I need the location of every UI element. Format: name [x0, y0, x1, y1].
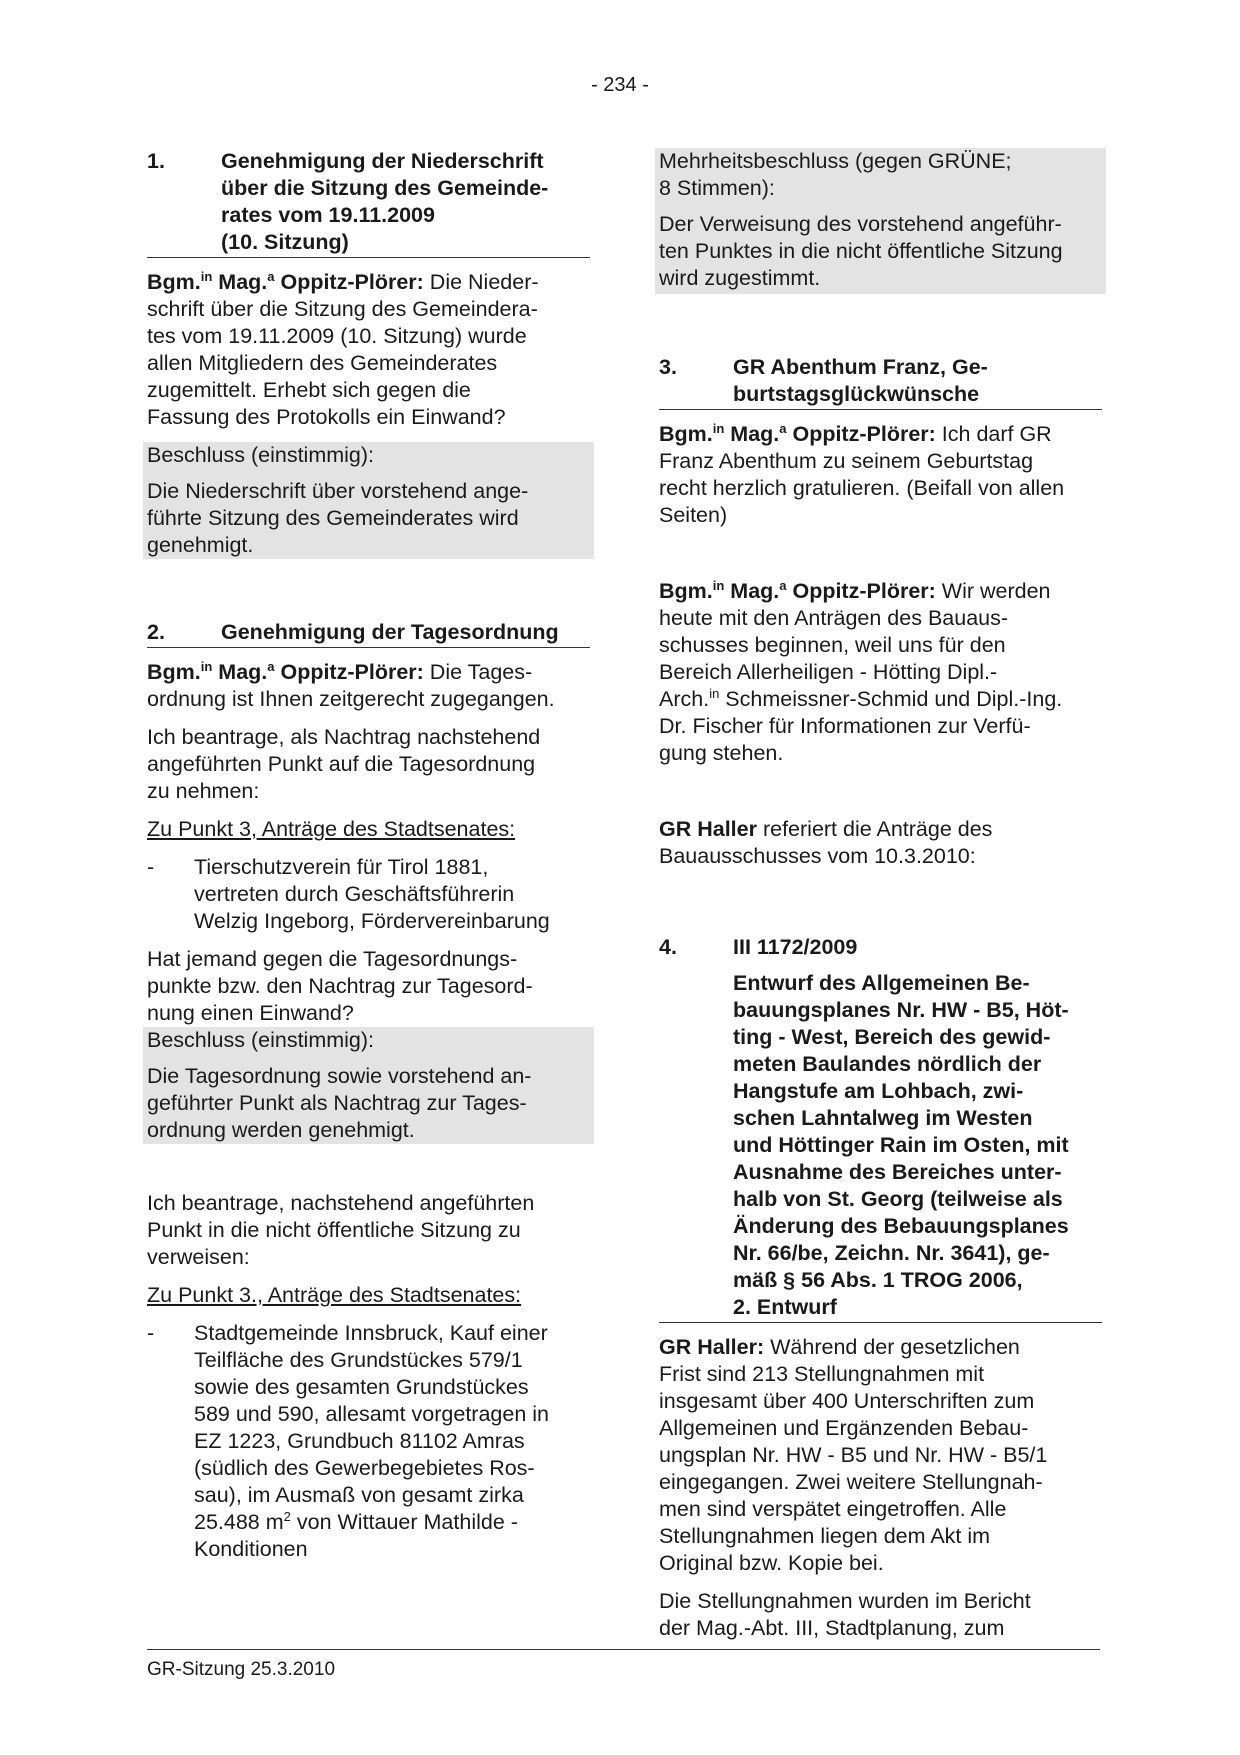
speaker-sup: a [267, 658, 275, 674]
speaker-text: Mag. [212, 270, 268, 294]
title-line: GR Abenthum Franz, Ge- [733, 355, 988, 379]
resolution-text [147, 1063, 590, 1144]
speaker-text: Mag. [724, 579, 780, 603]
section-title [659, 970, 1102, 1321]
text-line: Schmeissner-Schmid und Dipl.-Ing. [719, 687, 1063, 711]
title-line: Änderung des Bebauungsplanes [733, 1214, 1069, 1238]
text-line: Ich beantrage, als Nachtrag nachstehend [147, 725, 541, 749]
section-title [221, 148, 590, 256]
text-line: sau), im Ausmaß von gesamt zirka [194, 1483, 524, 1507]
section-ref: III 1172/2009 [733, 935, 858, 959]
text-line: Original bzw. Kopie bei. [659, 1551, 884, 1575]
title-line: burtstagsglückwünsche [733, 382, 980, 406]
text-line: Bereich Allerheiligen - Hötting Dipl.- [659, 660, 998, 684]
text-line: zu nehmen: [147, 779, 260, 803]
paragraph [147, 946, 590, 1027]
text-line: Seiten) [659, 503, 728, 527]
speaker-name [659, 422, 936, 446]
list-dash: - [147, 1321, 155, 1345]
text-line: tes vom 19.11.2009 (10. Sitzung) wurde [147, 324, 527, 348]
section-number: 4. [659, 935, 677, 959]
title-line: bauungsplanes Nr. HW - B5, Höt- [733, 998, 1069, 1022]
text-line: Stellungnahmen liegen dem Akt im [659, 1524, 991, 1548]
text-line: Mehrheitsbeschluss (gegen GRÜNE; [659, 149, 1012, 173]
speaker-text: Oppitz-Plörer: [274, 270, 424, 294]
resolution-box [143, 1027, 594, 1144]
title-line: schen Lahntalweg im Westen [733, 1106, 1033, 1130]
text-line: schusses beginnen, weil uns für den [659, 633, 1006, 657]
speaker-text: Bgm. [147, 270, 201, 294]
speaker-text: Mag. [724, 422, 780, 446]
text-line: Ich darf GR [935, 422, 1052, 446]
text-line: recht herzlich gratulieren. (Beifall von allen [659, 476, 1065, 500]
title-line: rates vom 19.11.2009 [221, 203, 435, 227]
section-number: 1. [147, 149, 165, 173]
speaker-name [147, 660, 424, 684]
resolution-label: Beschluss (einstimmig): [147, 1028, 374, 1052]
title-line: 2. Entwurf [733, 1295, 837, 1319]
speaker-sup: in [200, 658, 213, 674]
text-line: geführter Punkt als Nachtrag zur Tages- [147, 1091, 527, 1115]
section-3-heading [659, 354, 1102, 410]
text-line: Welzig Ingeborg, Fördervereinbarung [194, 909, 550, 933]
agenda-point-label: Zu Punkt 3., Anträge des Stadtsenates: [147, 1283, 522, 1307]
speaker-name [147, 270, 424, 294]
section-title [733, 354, 1102, 408]
list-item [147, 854, 590, 935]
text-line: punkte bzw. den Nachtrag zur Tagesord- [147, 974, 533, 998]
text-line: Dr. Fischer für Informationen zur Verfü- [659, 714, 1031, 738]
text-line: Ich beantrage, nachstehend angeführten [147, 1191, 535, 1215]
text-line: 8 Stimmen): [659, 176, 775, 200]
text-line: heute mit den Anträgen des Bauaus- [659, 606, 1009, 630]
superscript: in [709, 685, 720, 701]
text-line: Franz Abenthum zu seinem Geburtstag [659, 449, 1034, 473]
text-line: nung einen Einwand? [147, 1001, 354, 1025]
text-line: (südlich des Gewerbegebietes Ros- [194, 1456, 535, 1480]
speaker-paragraph [659, 578, 1102, 767]
text-line: Der Verweisung des vorstehend angeführ- [659, 212, 1062, 236]
speaker-text: Oppitz-Plörer: [786, 579, 936, 603]
text-line: insgesamt über 400 Unterschriften zum [659, 1389, 1035, 1413]
text-line: Die Tages- [423, 660, 533, 684]
paragraph [147, 724, 590, 805]
text-line: verweisen: [147, 1245, 250, 1269]
superscript: 2 [283, 1508, 291, 1524]
text-line: zugemittelt. Erhebt sich gegen die [147, 378, 471, 402]
resolution-box [143, 442, 594, 559]
section-title: Genehmigung der Tagesordnung [221, 620, 559, 644]
text-line: allen Mitgliedern des Gemeinderates [147, 351, 498, 375]
page-footer: GR-Sitzung 25.3.2010 [147, 1649, 1100, 1683]
section-number: 3. [659, 355, 677, 379]
text-line: Die Stellungnahmen wurden im Bericht [659, 1589, 1031, 1613]
text-line: genehmigt. [147, 533, 254, 557]
speaker-text: Bgm. [659, 422, 713, 446]
text-line: Wir werden [935, 579, 1051, 603]
paragraph [147, 1190, 590, 1271]
resolution-label [659, 148, 1102, 211]
speaker-sup: in [200, 268, 213, 284]
speaker-name [659, 579, 936, 603]
paragraph [659, 1588, 1102, 1642]
title-line: Ausnahme des Bereiches unter- [733, 1160, 1062, 1184]
text-line: referiert die Anträge des [756, 817, 993, 841]
text-line: Punkt in die nicht öffentliche Sitzung zu [147, 1218, 521, 1242]
title-line: und Höttinger Rain im Osten, mit [733, 1133, 1069, 1157]
right-column [659, 148, 1102, 1653]
text-line: eingegangen. Zwei weitere Stellungnah- [659, 1470, 1043, 1494]
section-number: 2. [147, 620, 165, 644]
title-line: Entwurf des Allgemeinen Be- [733, 971, 1030, 995]
text-line: angeführten Punkt auf die Tagesordnung [147, 752, 536, 776]
text-line: der Mag.-Abt. III, Stadtplanung, zum [659, 1616, 1005, 1640]
speaker-text: Oppitz-Plörer: [274, 660, 424, 684]
text-line: gung stehen. [659, 741, 784, 765]
text-line: Frist sind 213 Stellungnahmen mit [659, 1362, 985, 1386]
speaker-sup: a [779, 577, 787, 593]
section-1-heading [147, 148, 590, 258]
text-line: Die Tagesordnung sowie vorstehend an- [147, 1064, 532, 1088]
text-line: führte Sitzung des Gemeinderates wird [147, 506, 519, 530]
section-4-ref-row [659, 934, 1102, 961]
title-line: über die Sitzung des Gemeinde- [221, 176, 549, 200]
text-line: 589 und 590, allesamt vorgetragen in [194, 1402, 549, 1426]
speaker-name: GR Haller [659, 817, 757, 841]
text-line: Bauausschusses vom 10.3.2010: [659, 844, 976, 868]
text-line: von Wittauer Mathilde - [290, 1510, 518, 1534]
speaker-sup: a [779, 420, 787, 436]
text-line: EZ 1223, Grundbuch 81102 Amras [194, 1429, 525, 1453]
text-line: sowie des gesamten Grundstückes [194, 1375, 529, 1399]
speaker-sup: in [712, 420, 725, 436]
title-line: ting - West, Bereich des gewid- [733, 1025, 1051, 1049]
text-line: vertreten durch Geschäftsführerin [194, 882, 515, 906]
text-line: Fassung des Protokolls ein Einwand? [147, 405, 506, 429]
text-line: Konditionen [194, 1537, 308, 1561]
speaker-paragraph [147, 659, 590, 713]
page-number: - 234 - [591, 74, 649, 96]
speaker-text: Bgm. [147, 660, 201, 684]
list-item [147, 1320, 590, 1563]
resolution-text [147, 478, 590, 559]
speaker-name: GR Haller: [659, 1335, 765, 1359]
text-line: Die Nieder- [423, 270, 539, 294]
text-line: ten Punktes in die nicht öffentliche Sitzung [659, 239, 1063, 263]
speaker-text: Mag. [212, 660, 268, 684]
text-line: wird zugestimmt. [659, 266, 821, 290]
list-item-text [194, 1320, 590, 1563]
speaker-sup: a [267, 268, 275, 284]
title-line: halb von St. Georg (teilweise als [733, 1187, 1063, 1211]
speaker-paragraph [147, 269, 590, 431]
speaker-sup: in [712, 577, 725, 593]
speaker-paragraph [659, 1334, 1102, 1577]
title-line: meten Baulandes nördlich der [733, 1052, 1042, 1076]
text-line: men sind verspätet eingetroffen. Alle [659, 1497, 1007, 1521]
speaker-paragraph [659, 816, 1102, 870]
agenda-point-label: Zu Punkt 3, Anträge des Stadtsenates: [147, 817, 516, 841]
left-column [147, 148, 590, 1574]
list-item-text [194, 854, 590, 935]
text-line: Hat jemand gegen die Tagesordnungs- [147, 947, 518, 971]
text-line: Arch. [659, 687, 710, 711]
speaker-text: Oppitz-Plörer: [786, 422, 936, 446]
text-line: Allgemeinen und Ergänzenden Bebau- [659, 1416, 1029, 1440]
text-line: 25.488 m [194, 1510, 284, 1534]
list-dash: - [147, 855, 155, 879]
text-line: Tierschutzverein für Tirol 1881, [194, 855, 489, 879]
section-2-heading [147, 619, 590, 648]
title-line: mäß § 56 Abs. 1 TROG 2006, [733, 1268, 1023, 1292]
title-line: Genehmigung der Niederschrift [221, 149, 544, 173]
title-line: Nr. 66/be, Zeichn. Nr. 3641), ge- [733, 1241, 1050, 1265]
text-line: Teilfläche des Grundstückes 579/1 [194, 1348, 523, 1372]
section-4-heading [659, 934, 1102, 1323]
text-line: ordnung werden genehmigt. [147, 1118, 415, 1142]
text-line: Die Niederschrift über vorstehend ange- [147, 479, 529, 503]
resolution-label: Beschluss (einstimmig): [147, 443, 374, 467]
text-line: Während der gesetzlichen [764, 1335, 1020, 1359]
resolution-text [659, 211, 1102, 294]
title-line: Hangstufe am Lohbach, zwi- [733, 1079, 1024, 1103]
speaker-paragraph [659, 421, 1102, 529]
speaker-text: Bgm. [659, 579, 713, 603]
text-line: Stadtgemeinde Innsbruck, Kauf einer [194, 1321, 548, 1345]
title-line: (10. Sitzung) [221, 230, 349, 254]
text-line: schrift über die Sitzung des Gemeinderа- [147, 297, 538, 321]
resolution-box [655, 148, 1106, 294]
text-line: ungsplan Nr. HW - B5 und Nr. HW - B5/1 [659, 1443, 1048, 1467]
text-line: ordnung ist Ihnen zeitgerecht zugegangen. [147, 687, 555, 711]
